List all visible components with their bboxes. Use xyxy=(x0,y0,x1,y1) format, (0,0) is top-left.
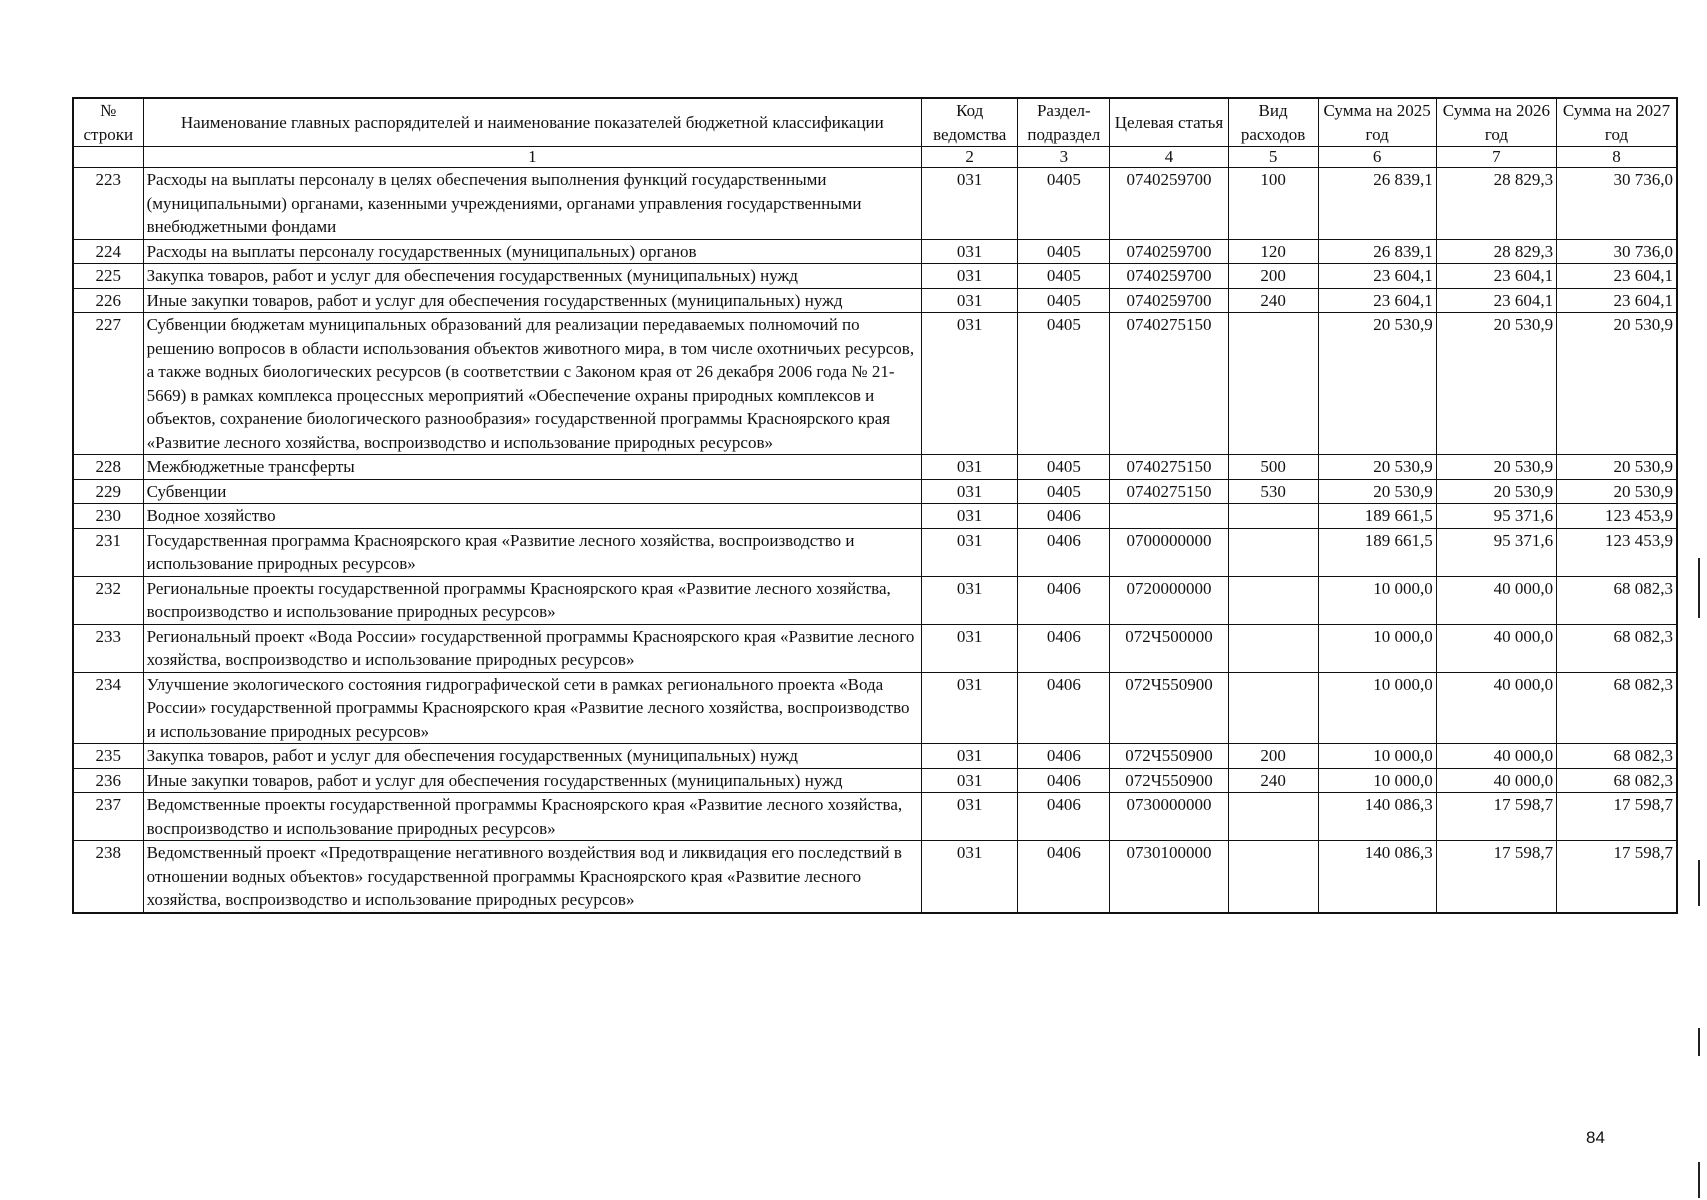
row-dept-code: 031 xyxy=(922,841,1018,913)
row-number: 223 xyxy=(73,168,143,240)
row-sum-2026: 28 829,3 xyxy=(1436,168,1556,240)
row-sum-2025: 140 086,3 xyxy=(1318,841,1436,913)
row-sum-2026: 23 604,1 xyxy=(1436,288,1556,313)
column-number: 2 xyxy=(922,147,1018,168)
row-dept-code: 031 xyxy=(922,528,1018,576)
row-target: 0740259700 xyxy=(1110,239,1228,264)
row-target xyxy=(1110,504,1228,529)
row-number: 232 xyxy=(73,576,143,624)
row-name: Региональные проекты государственной программы Красноярского края «Развитие лесного хозяйства, воспроизводство и использование природных ресурсов» xyxy=(143,576,921,624)
row-sum-2027: 17 598,7 xyxy=(1557,841,1677,913)
row-name: Государственная программа Красноярского края «Развитие лесного хозяйства, воспроизводство и использование природных ресурсов» xyxy=(143,528,921,576)
row-sum-2026: 20 530,9 xyxy=(1436,479,1556,504)
row-sum-2026: 28 829,3 xyxy=(1436,239,1556,264)
row-sum-2026: 95 371,6 xyxy=(1436,528,1556,576)
row-section: 0406 xyxy=(1018,624,1110,672)
row-target: 072Ч550900 xyxy=(1110,768,1228,793)
row-sum-2026: 95 371,6 xyxy=(1436,504,1556,529)
header-sum-2027: Сумма на 2027 год xyxy=(1557,98,1677,147)
row-name: Субвенции бюджетам муниципальных образований для реализации передаваемых полномочий по решению вопросов в области использования объектов животного мира, в том числе охотничьих ресурсов, а также водных биологических ресурсов (в соответствии с Законом края от 26 декабря 2006 года № 21-5669) в рамках комплекса процессных мероприятий «Обеспечение охраны природных комплексов и объектов, сохранение биологического разнообразия» государственной программы Красноярского края «Развитие лесного хозяйства, воспроизводство и использование природных ресурсов» xyxy=(143,313,921,455)
row-sum-2026: 23 604,1 xyxy=(1436,264,1556,289)
row-section: 0405 xyxy=(1018,168,1110,240)
row-sum-2025: 189 661,5 xyxy=(1318,528,1436,576)
row-expense-type: 530 xyxy=(1228,479,1318,504)
row-expense-type: 100 xyxy=(1228,168,1318,240)
row-sum-2025: 10 000,0 xyxy=(1318,576,1436,624)
column-number: 8 xyxy=(1557,147,1677,168)
row-number: 231 xyxy=(73,528,143,576)
row-dept-code: 031 xyxy=(922,455,1018,480)
row-expense-type: 200 xyxy=(1228,264,1318,289)
row-number: 228 xyxy=(73,455,143,480)
row-name: Расходы на выплаты персоналу государственных (муниципальных) органов xyxy=(143,239,921,264)
table-row xyxy=(73,841,1677,913)
row-sum-2027: 68 082,3 xyxy=(1557,768,1677,793)
row-target: 072Ч550900 xyxy=(1110,672,1228,744)
row-section: 0405 xyxy=(1018,239,1110,264)
row-name: Водное хозяйство xyxy=(143,504,921,529)
row-section: 0406 xyxy=(1018,528,1110,576)
header-row xyxy=(73,98,1677,147)
row-section: 0406 xyxy=(1018,744,1110,769)
column-number xyxy=(73,147,143,168)
row-number: 233 xyxy=(73,624,143,672)
column-number: 6 xyxy=(1318,147,1436,168)
scan-mark xyxy=(1698,558,1700,618)
row-sum-2027: 20 530,9 xyxy=(1557,479,1677,504)
row-number: 224 xyxy=(73,239,143,264)
row-target: 0740275150 xyxy=(1110,455,1228,480)
row-target: 0720000000 xyxy=(1110,576,1228,624)
row-sum-2025: 26 839,1 xyxy=(1318,168,1436,240)
row-expense-type xyxy=(1228,576,1318,624)
row-section: 0405 xyxy=(1018,455,1110,480)
row-dept-code: 031 xyxy=(922,504,1018,529)
row-target: 0740259700 xyxy=(1110,288,1228,313)
table-row xyxy=(73,624,1677,672)
row-expense-type xyxy=(1228,672,1318,744)
row-number: 226 xyxy=(73,288,143,313)
row-section: 0406 xyxy=(1018,504,1110,529)
row-target: 0740259700 xyxy=(1110,168,1228,240)
row-name: Межбюджетные трансферты xyxy=(143,455,921,480)
row-sum-2025: 189 661,5 xyxy=(1318,504,1436,529)
row-sum-2026: 17 598,7 xyxy=(1436,841,1556,913)
header-row-no: № строки xyxy=(73,98,143,147)
row-target: 0730100000 xyxy=(1110,841,1228,913)
row-section: 0405 xyxy=(1018,313,1110,455)
table-row xyxy=(73,288,1677,313)
table-row xyxy=(73,768,1677,793)
row-sum-2026: 40 000,0 xyxy=(1436,744,1556,769)
row-target: 072Ч550900 xyxy=(1110,744,1228,769)
header-dept-code: Код ведомства xyxy=(922,98,1018,147)
row-dept-code: 031 xyxy=(922,744,1018,769)
row-sum-2025: 140 086,3 xyxy=(1318,793,1436,841)
row-name: Иные закупки товаров, работ и услуг для обеспечения государственных (муниципальных) нужд xyxy=(143,288,921,313)
row-name: Субвенции xyxy=(143,479,921,504)
row-section: 0405 xyxy=(1018,479,1110,504)
row-sum-2027: 123 453,9 xyxy=(1557,504,1677,529)
row-dept-code: 031 xyxy=(922,264,1018,289)
row-name: Улучшение экологического состояния гидрографической сети в рамках регионального проекта «Вода России» государственной программы Красноярского края «Развитие лесного хозяйства, воспроизводство и использование природных ресурсов» xyxy=(143,672,921,744)
row-sum-2027: 68 082,3 xyxy=(1557,576,1677,624)
table-row xyxy=(73,455,1677,480)
row-section: 0406 xyxy=(1018,768,1110,793)
row-sum-2025: 23 604,1 xyxy=(1318,288,1436,313)
row-sum-2025: 23 604,1 xyxy=(1318,264,1436,289)
scan-mark xyxy=(1698,1162,1700,1198)
row-sum-2025: 10 000,0 xyxy=(1318,672,1436,744)
budget-table xyxy=(72,97,1678,914)
row-number: 229 xyxy=(73,479,143,504)
row-sum-2027: 17 598,7 xyxy=(1557,793,1677,841)
column-number: 1 xyxy=(143,147,921,168)
row-target: 0740275150 xyxy=(1110,313,1228,455)
row-expense-type: 500 xyxy=(1228,455,1318,480)
row-section: 0405 xyxy=(1018,288,1110,313)
row-sum-2027: 68 082,3 xyxy=(1557,744,1677,769)
row-dept-code: 031 xyxy=(922,624,1018,672)
row-sum-2026: 40 000,0 xyxy=(1436,624,1556,672)
row-dept-code: 031 xyxy=(922,288,1018,313)
scan-mark xyxy=(1698,1028,1700,1056)
row-dept-code: 031 xyxy=(922,479,1018,504)
table-row xyxy=(73,672,1677,744)
row-sum-2025: 20 530,9 xyxy=(1318,313,1436,455)
row-name: Расходы на выплаты персоналу в целях обеспечения выполнения функций государственными (муниципальными) органами, казенными учреждениями, органами управления государственными внебюджетными фондами xyxy=(143,168,921,240)
row-number: 235 xyxy=(73,744,143,769)
row-target: 0700000000 xyxy=(1110,528,1228,576)
row-section: 0406 xyxy=(1018,672,1110,744)
row-number: 227 xyxy=(73,313,143,455)
row-expense-type xyxy=(1228,624,1318,672)
table-row xyxy=(73,744,1677,769)
column-number: 5 xyxy=(1228,147,1318,168)
scan-mark xyxy=(1698,860,1700,906)
table-row xyxy=(73,479,1677,504)
table-row xyxy=(73,504,1677,529)
row-sum-2027: 20 530,9 xyxy=(1557,455,1677,480)
table-row xyxy=(73,576,1677,624)
header-name: Наименование главных распорядителей и наименование показателей бюджетной классификации xyxy=(143,98,921,147)
table-row xyxy=(73,239,1677,264)
table-row xyxy=(73,264,1677,289)
column-number: 4 xyxy=(1110,147,1228,168)
table-row xyxy=(73,528,1677,576)
header-section: Раздел-подраздел xyxy=(1018,98,1110,147)
table-row xyxy=(73,313,1677,455)
page-number: 84 xyxy=(1586,1128,1605,1147)
row-expense-type xyxy=(1228,841,1318,913)
row-sum-2026: 40 000,0 xyxy=(1436,576,1556,624)
row-section: 0405 xyxy=(1018,264,1110,289)
row-dept-code: 031 xyxy=(922,672,1018,744)
row-sum-2027: 30 736,0 xyxy=(1557,239,1677,264)
row-name: Иные закупки товаров, работ и услуг для обеспечения государственных (муниципальных) нужд xyxy=(143,768,921,793)
row-dept-code: 031 xyxy=(922,793,1018,841)
row-sum-2025: 20 530,9 xyxy=(1318,455,1436,480)
row-section: 0406 xyxy=(1018,576,1110,624)
row-section: 0406 xyxy=(1018,793,1110,841)
row-number: 234 xyxy=(73,672,143,744)
row-expense-type xyxy=(1228,793,1318,841)
row-sum-2026: 40 000,0 xyxy=(1436,672,1556,744)
row-sum-2027: 30 736,0 xyxy=(1557,168,1677,240)
row-expense-type xyxy=(1228,528,1318,576)
row-sum-2025: 20 530,9 xyxy=(1318,479,1436,504)
row-number: 237 xyxy=(73,793,143,841)
row-name: Закупка товаров, работ и услуг для обеспечения государственных (муниципальных) нужд xyxy=(143,264,921,289)
row-name: Закупка товаров, работ и услуг для обеспечения государственных (муниципальных) нужд xyxy=(143,744,921,769)
row-expense-type: 240 xyxy=(1228,288,1318,313)
row-target: 0730000000 xyxy=(1110,793,1228,841)
row-expense-type: 240 xyxy=(1228,768,1318,793)
column-number: 7 xyxy=(1436,147,1556,168)
row-dept-code: 031 xyxy=(922,168,1018,240)
header-sum-2026: Сумма на 2026 год xyxy=(1436,98,1556,147)
row-number: 230 xyxy=(73,504,143,529)
table-row xyxy=(73,168,1677,240)
row-expense-type: 200 xyxy=(1228,744,1318,769)
row-expense-type: 120 xyxy=(1228,239,1318,264)
row-sum-2027: 23 604,1 xyxy=(1557,264,1677,289)
row-sum-2027: 68 082,3 xyxy=(1557,624,1677,672)
row-sum-2026: 17 598,7 xyxy=(1436,793,1556,841)
row-target: 0740275150 xyxy=(1110,479,1228,504)
row-name: Региональный проект «Вода России» государственной программы Красноярского края «Развитие лесного хозяйства, воспроизводство и использование природных ресурсов» xyxy=(143,624,921,672)
row-name: Ведомственный проект «Предотвращение негативного воздействия вод и ликвидация его последствий в отношении водных объектов» государственной программы Красноярского края «Развитие лесного хозяйства, воспроизводство и использование природных ресурсов» xyxy=(143,841,921,913)
budget-document xyxy=(72,97,1678,914)
row-sum-2026: 40 000,0 xyxy=(1436,768,1556,793)
header-expense-type: Вид расходов xyxy=(1228,98,1318,147)
row-sum-2025: 10 000,0 xyxy=(1318,744,1436,769)
row-dept-code: 031 xyxy=(922,239,1018,264)
row-sum-2027: 68 082,3 xyxy=(1557,672,1677,744)
row-sum-2026: 20 530,9 xyxy=(1436,455,1556,480)
row-dept-code: 031 xyxy=(922,313,1018,455)
row-dept-code: 031 xyxy=(922,768,1018,793)
row-target: 072Ч500000 xyxy=(1110,624,1228,672)
row-sum-2025: 10 000,0 xyxy=(1318,624,1436,672)
row-sum-2027: 23 604,1 xyxy=(1557,288,1677,313)
row-sum-2026: 20 530,9 xyxy=(1436,313,1556,455)
row-dept-code: 031 xyxy=(922,576,1018,624)
row-number: 236 xyxy=(73,768,143,793)
header-sum-2025: Сумма на 2025 год xyxy=(1318,98,1436,147)
row-section: 0406 xyxy=(1018,841,1110,913)
row-name: Ведомственные проекты государственной программы Красноярского края «Развитие лесного хозяйства, воспроизводство и использование природных ресурсов» xyxy=(143,793,921,841)
row-sum-2027: 123 453,9 xyxy=(1557,528,1677,576)
column-number-row xyxy=(73,147,1677,168)
column-number: 3 xyxy=(1018,147,1110,168)
header-target: Целевая статья xyxy=(1110,98,1228,147)
row-number: 238 xyxy=(73,841,143,913)
row-sum-2027: 20 530,9 xyxy=(1557,313,1677,455)
row-expense-type xyxy=(1228,504,1318,529)
row-number: 225 xyxy=(73,264,143,289)
row-target: 0740259700 xyxy=(1110,264,1228,289)
row-sum-2025: 10 000,0 xyxy=(1318,768,1436,793)
table-row xyxy=(73,793,1677,841)
row-sum-2025: 26 839,1 xyxy=(1318,239,1436,264)
row-expense-type xyxy=(1228,313,1318,455)
